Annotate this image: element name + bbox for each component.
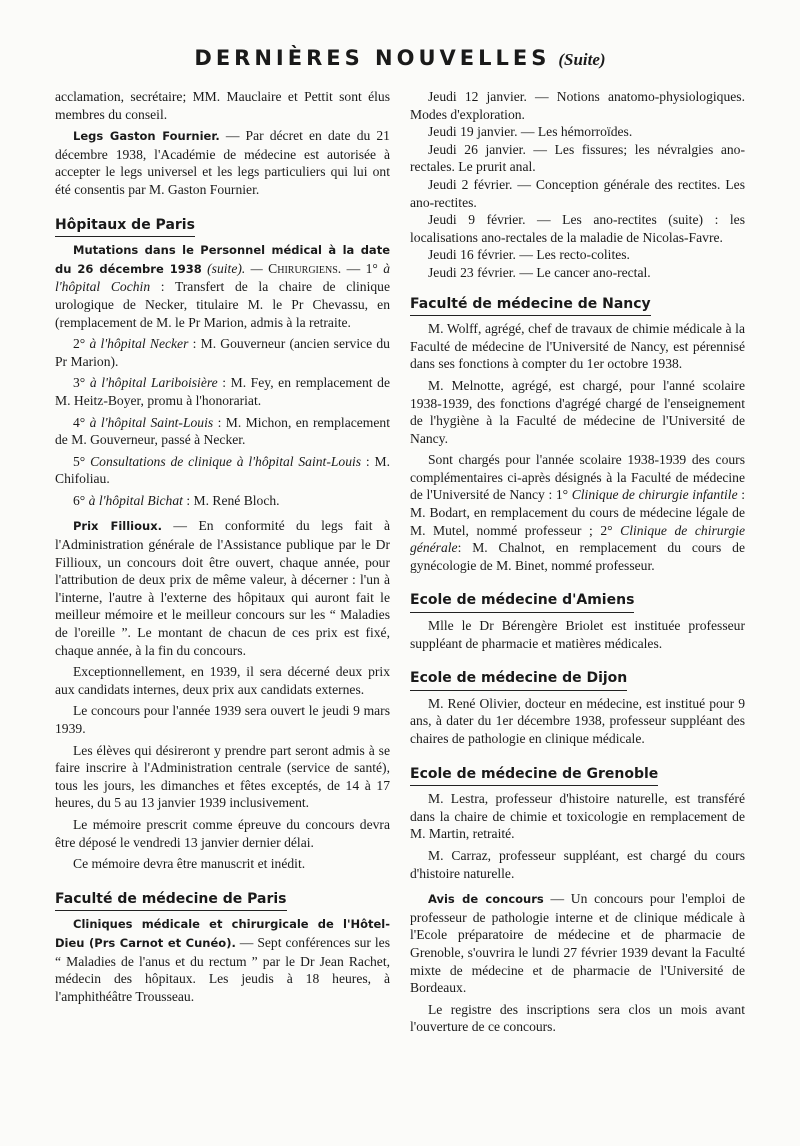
- schedule-item: Jeudi 2 février. — Conception générale des rectites. Les ano-rectites.: [410, 176, 745, 210]
- legs-text: — Par décret en date du 21 décembre 1938, l'Académie de médecine est autorisée à accepter le legs universel et les legs particuliers qui lui ont été consentis par M. Gaston Fournier.: [55, 128, 390, 197]
- m6-text: : M. René Bloch.: [182, 492, 280, 508]
- fillioux-text: — En conformité du legs fait à l'Administration générale de l'Assistance publique par le Dr Fillioux, un concours doit être ouvert, chaque année, pour l'attribution de deux prix de même valeur, à décerner : l'un à l'interne, l'autre à l'externe des hôpitaux qui auront fait le meilleur mémoire et le meilleur concours sur les “ Maladies de l'oreille ”. Le montant de chacun de ces prix est fixé, chaque année, à la fin du concours.: [55, 518, 390, 658]
- manuscrit-paragraph: Ce mémoire devra être manuscrit et inédit.: [73, 856, 306, 872]
- fillioux-label: Prix Fillioux.: [73, 519, 162, 534]
- fillioux-paragraph: [55, 517, 390, 659]
- m1-num: — 1°: [341, 260, 384, 276]
- chirurgiens-label: Chirurgiens.: [268, 260, 342, 276]
- mutation-4: [55, 414, 390, 449]
- m6-place: à l'hôpital Bichat: [88, 492, 183, 508]
- section-title-grenoble: Ecole de médecine de Grenoble: [410, 766, 658, 787]
- grenoble-paragraph-1: M. Lestra, professeur d'histoire naturelle, est transféré dans la chaire de chimie et toxicologie en remplacement de M. Martin, retraité.: [410, 791, 745, 842]
- m2-num: 2°: [73, 336, 90, 352]
- schedule-item: Jeudi 26 janvier. — Les fissures; les névralgies ano-rectales. Le prurit anal.: [410, 141, 745, 175]
- page-header: [0, 46, 800, 70]
- mutation-2: [55, 335, 390, 370]
- left-column: [55, 88, 390, 1009]
- schedule-item: Jeudi 23 février. — Le cancer ano-rectal.: [428, 264, 651, 280]
- header-title: DERNIÈRES NOUVELLES: [194, 46, 551, 70]
- mutation-6: [55, 492, 390, 510]
- amiens-paragraph: Mlle le Dr Bérengère Briolet est instituée professeur suppléant de pharmacie et matières médicales.: [410, 618, 745, 651]
- nancy-paragraph-3: [410, 451, 745, 574]
- section-title-amiens: Ecole de médecine d'Amiens: [410, 592, 634, 613]
- mutation-5: [55, 453, 390, 488]
- nancy-p3-course-2: Clinique de chirurgie générale: [410, 522, 745, 556]
- legs-paragraph: [55, 127, 390, 198]
- section-title-hopitaux: Hôpitaux de Paris: [55, 217, 195, 238]
- nancy-p3-c: : M. Chalnot, en remplacement du cours de gynécologie de M. Binet, nommé professeur.: [410, 540, 745, 573]
- mutations-label: Mutations dans le Personnel médical à la date du 26 décembre 1938: [55, 243, 390, 276]
- mutation-3: [55, 374, 390, 409]
- eleves-paragraph: Les élèves qui désireront y prendre part seront admis à se faire inscrire à l'Administration centrale (service de santé), tous les jours, les dimanches et fêtes exceptés, de 14 à 17 heures, du 5 au 13 janvier 1939 inclusivement.: [55, 742, 390, 811]
- concours-paragraph: Le concours pour l'année 1939 sera ouvert le jeudi 9 mars 1939.: [55, 703, 390, 736]
- m4-num: 4°: [73, 414, 90, 430]
- avis-paragraph: [410, 890, 745, 997]
- schedule-list: [410, 88, 745, 282]
- nancy-p3-b: : M. Bodart, en remplacement du cours de médecine légale de M. Mutel, nommé professeur ; 2°: [410, 487, 746, 538]
- avis-label: Avis de concours: [428, 892, 544, 907]
- section-title-nancy: Faculté de médecine de Nancy: [410, 296, 651, 317]
- section-title-dijon: Ecole de médecine de Dijon: [410, 670, 627, 691]
- intro-paragraph: acclamation, secrétaire; MM. Mauclaire et Pettit sont élus membres du conseil.: [55, 89, 390, 122]
- except-paragraph: Exceptionnellement, en 1939, il sera décerné deux prix aux candidats internes, deux prix aux candidats externes.: [55, 664, 390, 697]
- section-title-faculte-paris: Faculté de médecine de Paris: [55, 891, 287, 912]
- nancy-p3-a: Sont chargés pour l'année scolaire 1938-1939 des cours complémentaires ci-après désignés à la Faculté de médecine de l'Université de Nancy : 1°: [410, 452, 745, 503]
- nancy-paragraph-2: M. Melnotte, agrégé, est chargé, pour l'anné scolaire 1938-1939, des fonctions d'agrégé chargé de l'enseignement de l'hygiène à la Faculté de médecine de l'Université de Nancy.: [410, 377, 745, 446]
- cliniques-label: Cliniques médicale et chirurgicale de l'Hôtel-Dieu (Prs Carnot et Cunéo).: [55, 917, 390, 950]
- m3-text: : M. Fey, en remplacement de M. Heitz-Boyer, promu à l'honorariat.: [55, 375, 390, 408]
- mutations-suite: (suite). —: [201, 260, 269, 276]
- m3-place: à l'hôpital Lariboisière: [89, 375, 218, 391]
- schedule-item: Jeudi 16 février. — Les recto-colites.: [428, 247, 630, 263]
- header-suite: (Suite): [558, 50, 606, 69]
- avis-paragraph-2: Le registre des inscriptions sera clos un mois avant l'ouverture de ce concours.: [410, 1001, 745, 1035]
- m5-place: Consultations de clinique à l'hôpital Saint-Louis: [90, 453, 362, 469]
- m1-text: : Transfert de la chaire de clinique urologique de Necker, titulaire M. le Pr Chevassu, en (remplacement de M. le Pr Marion, admis à la retraite.: [55, 279, 390, 330]
- m4-text: : M. Michon, en remplacement de M. Gouverneur, passé à Necker.: [55, 414, 390, 448]
- schedule-item: Jeudi 12 janvier. — Notions anatomo-physiologiques. Modes d'exploration.: [410, 89, 745, 122]
- m3-num: 3°: [73, 375, 90, 391]
- m2-text: : M. Gouverneur (ancien service du Pr Marion).: [55, 336, 390, 369]
- nancy-paragraph-1: M. Wolff, agrégé, chef de travaux de chimie médicale à la Faculté de médecine de l'Université de Nancy, est pérennisé dans ses fonctions à compter du 1er octobre 1938.: [410, 321, 745, 372]
- memoire-paragraph: Le mémoire prescrit comme épreuve du concours devra être déposé le vendredi 13 janvier dernier délai.: [55, 816, 390, 850]
- schedule-item: Jeudi 19 janvier. — Les hémorroïdes.: [428, 124, 633, 140]
- grenoble-paragraph-2: M. Carraz, professeur suppléant, est chargé du cours d'histoire naturelle.: [410, 847, 745, 881]
- cliniques-paragraph: [55, 915, 390, 1005]
- m4-place: à l'hôpital Saint-Louis: [89, 414, 214, 430]
- cliniques-text: — Sept conférences sur les “ Maladies de l'anus et du rectum ” par le Dr Jean Rachet, médecin des hôpitaux. Les jeudis à 18 heures, à l'amphithéâtre Trousseau.: [55, 934, 390, 1004]
- m1-place: à l'hôpital Cochin: [55, 260, 390, 295]
- right-column: [410, 88, 745, 1040]
- avis-text: — Un concours pour l'emploi de professeur de pathologie interne et de clinique médicale à l'Ecole préparatoire de médecine et de pharmacie de Grenoble, s'ouvrira le lundi 27 février 1939 devant la Faculté mixte de médecine et de pharmacie de l'Université de Bordeaux.: [410, 891, 746, 996]
- nancy-p3-course-1: Clinique de chirurgie infantile: [571, 487, 738, 503]
- m2-place: à l'hôpital Necker: [89, 336, 189, 352]
- schedule-item: Jeudi 9 février. — Les ano-rectites (suite) : les localisations ano-rectales de la maladie de Nicolas-Favre.: [410, 212, 745, 245]
- m6-num: 6°: [73, 492, 89, 508]
- legs-label: Legs Gaston Fournier.: [73, 129, 220, 144]
- m5-num: 5°: [73, 453, 91, 469]
- dijon-paragraph: M. René Olivier, docteur en médecine, est institué pour 9 ans, à dater du 1er décembre 1938, professeur suppléant des chaires de pathologie en clinique médicale.: [410, 695, 745, 746]
- m5-text: : M. Chifoliau.: [55, 453, 391, 487]
- mutations-paragraph: [55, 241, 390, 331]
